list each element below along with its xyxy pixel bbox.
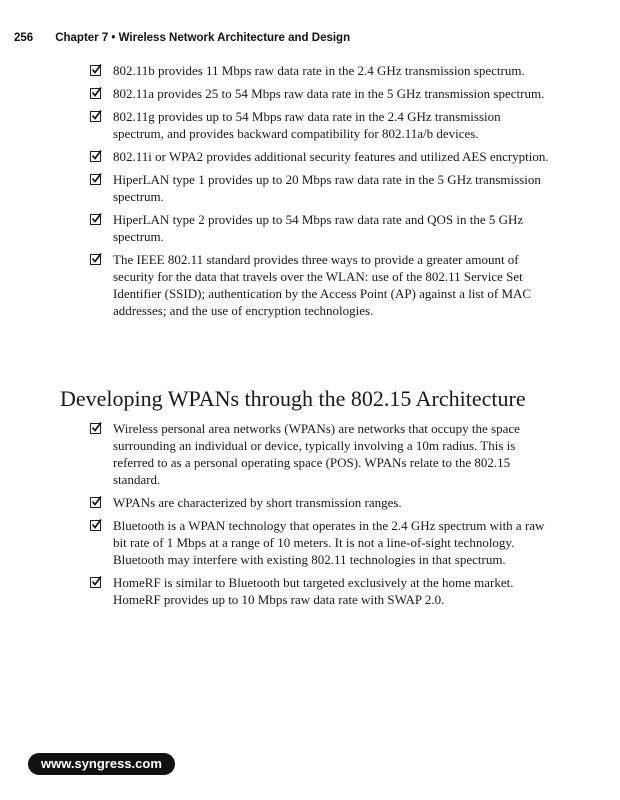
checkbox-icon	[90, 423, 101, 434]
list-item-text: 802.11g provides up to 54 Mbps raw data rate in the 2.4 GHz transmission spectrum, and provides backward compatibility for 802.11a/b devices.	[113, 109, 501, 141]
chapter-title: Chapter 7 • Wireless Network Architecture and Design	[55, 32, 351, 44]
list-item	[90, 494, 550, 511]
list-item	[90, 420, 550, 488]
checkbox-icon	[90, 151, 101, 162]
list-item	[90, 171, 550, 205]
list-item-text: 802.11a provides 25 to 54 Mbps raw data rate in the 5 GHz transmission spectrum.	[113, 86, 545, 101]
website-link[interactable]: www.syngress.com	[28, 753, 175, 775]
list-item	[90, 108, 550, 142]
checkbox-icon	[90, 577, 101, 588]
checkbox-icon	[90, 88, 101, 99]
section-heading: Developing WPANs through the 802.15 Architecture	[60, 386, 526, 411]
list-item-text: WPANs are characterized by short transmission ranges.	[113, 495, 402, 510]
list-item	[90, 148, 550, 165]
list-item	[90, 85, 550, 102]
checkbox-icon	[90, 65, 101, 76]
list-item	[90, 251, 550, 319]
checkbox-icon	[90, 520, 101, 531]
list-item	[90, 211, 550, 245]
checkbox-icon	[90, 174, 101, 185]
list-item	[90, 574, 550, 608]
checkbox-icon	[90, 497, 101, 508]
list-item-text: 802.11b provides 11 Mbps raw data rate in the 2.4 GHz transmission spectrum.	[113, 63, 525, 78]
checkbox-icon	[90, 214, 101, 225]
list-item	[90, 62, 550, 79]
list-item	[90, 517, 550, 568]
list-item-text: HomeRF is similar to Bluetooth but targeted exclusively at the home market. HomeRF provides up to 10 Mbps raw data rate with SWAP 2.0.	[113, 575, 514, 607]
running-head	[14, 32, 350, 44]
list-item-text: Wireless personal area networks (WPANs) are networks that occupy the space surrounding an individual or device, typically involving a 10m radius. This is referred to as a personal operating space (POS). WPANs relate to the 802.15 standard.	[113, 421, 520, 487]
list-item-text: 802.11i or WPA2 provides additional security features and utilized AES encryption.	[113, 149, 549, 164]
checkbox-icon	[90, 111, 101, 122]
page-number: 256	[14, 32, 34, 44]
list-item-text: Bluetooth is a WPAN technology that operates in the 2.4 GHz spectrum with a raw bit rate of 1 Mbps at a range of 10 meters. It is not a line-of-sight technology. Bluetooth may interfere with existing 802.11 technologies in that spectrum.	[113, 518, 545, 567]
summary-list-wireless-standards	[90, 62, 550, 325]
list-item-text: HiperLAN type 2 provides up to 54 Mbps raw data rate and QOS in the 5 GHz spectrum.	[113, 212, 524, 244]
checkbox-icon	[90, 254, 101, 265]
list-item-text: The IEEE 802.11 standard provides three ways to provide a greater amount of security for the data that travels over the WLAN: use of the 802.11 Service Set Identifier (SSID); authentication by the Access Point (AP) against a list of MAC addresses; and the use of encryption technologies.	[113, 252, 532, 318]
list-item-text: HiperLAN type 1 provides up to 20 Mbps raw data rate in the 5 GHz transmission spectrum.	[113, 172, 541, 204]
summary-list-wpan	[90, 420, 550, 614]
